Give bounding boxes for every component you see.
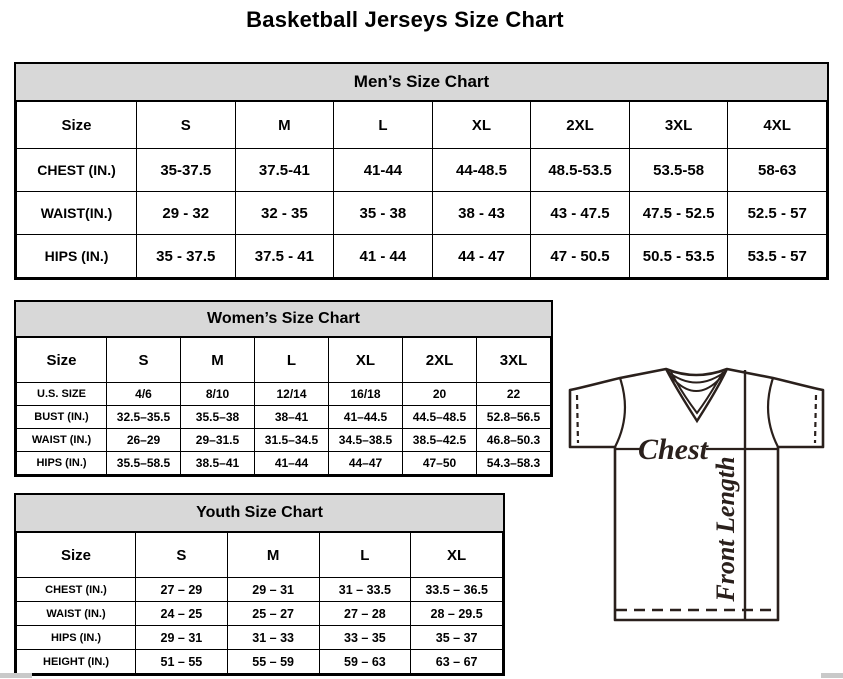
mens-table-title: Men’s Size Chart — [16, 64, 827, 101]
table-cell: 52.8–56.5 — [477, 406, 551, 429]
table-cell: 29–31.5 — [181, 429, 255, 452]
table-cell: 47.5 - 52.5 — [629, 192, 728, 235]
page-title: Basketball Jerseys Size Chart — [246, 7, 564, 32]
row-label: WAIST (IN.) — [17, 602, 136, 626]
table-cell: 41 - 44 — [334, 235, 433, 278]
table-cell: 28 – 29.5 — [411, 602, 503, 626]
table-cell: 44 - 47 — [432, 235, 531, 278]
column-header: 2XL — [403, 338, 477, 383]
table-row — [17, 383, 551, 406]
table-cell: 20 — [403, 383, 477, 406]
table-cell: 31.5–34.5 — [255, 429, 329, 452]
table-cell: 33.5 – 36.5 — [411, 578, 503, 602]
column-header: 2XL — [531, 102, 630, 149]
table-cell: 44-48.5 — [432, 149, 531, 192]
row-label: WAIST (IN.) — [17, 429, 107, 452]
table-cell: 46.8–50.3 — [477, 429, 551, 452]
column-header: L — [334, 102, 433, 149]
row-label: CHEST (IN.) — [17, 578, 136, 602]
table-row — [17, 235, 827, 278]
column-header: 4XL — [728, 102, 827, 149]
column-header: L — [319, 533, 411, 578]
table-cell: 35 - 37.5 — [137, 235, 236, 278]
table-cell: 63 – 67 — [411, 650, 503, 674]
jersey-measurement-diagram — [563, 362, 835, 624]
table-cell: 35.5–58.5 — [107, 452, 181, 475]
table-cell: 38 - 43 — [432, 192, 531, 235]
row-label: HIPS (IN.) — [17, 235, 137, 278]
table-row — [17, 578, 503, 602]
table-cell: 26–29 — [107, 429, 181, 452]
table-cell: 12/14 — [255, 383, 329, 406]
scrollbar-fragment-left[interactable] — [0, 673, 32, 678]
row-label: HIPS (IN.) — [17, 452, 107, 475]
womens-size-chart — [14, 300, 553, 477]
table-cell: 59 – 63 — [319, 650, 411, 674]
table-row — [17, 192, 827, 235]
column-header: XL — [411, 533, 503, 578]
table-cell: 38–41 — [255, 406, 329, 429]
column-header: Size — [17, 102, 137, 149]
youth-size-table — [16, 532, 503, 674]
column-header: Size — [17, 533, 136, 578]
table-cell: 44–47 — [329, 452, 403, 475]
mens-size-chart — [14, 62, 829, 280]
table-cell: 27 – 28 — [319, 602, 411, 626]
youth-size-chart — [14, 493, 505, 676]
table-cell: 35 – 37 — [411, 626, 503, 650]
table-row — [17, 602, 503, 626]
column-header: M — [181, 338, 255, 383]
table-cell: 22 — [477, 383, 551, 406]
header-row — [17, 338, 551, 383]
table-row — [17, 626, 503, 650]
row-label: BUST (IN.) — [17, 406, 107, 429]
jersey-outline-shape — [570, 369, 823, 620]
table-row — [17, 149, 827, 192]
table-cell: 34.5–38.5 — [329, 429, 403, 452]
table-cell: 8/10 — [181, 383, 255, 406]
row-label: HIPS (IN.) — [17, 626, 136, 650]
womens-table-title: Women’s Size Chart — [16, 302, 551, 337]
table-row — [17, 452, 551, 475]
table-cell: 31 – 33 — [227, 626, 319, 650]
table-cell: 29 – 31 — [227, 578, 319, 602]
column-header: S — [137, 102, 236, 149]
column-header: 3XL — [629, 102, 728, 149]
table-cell: 32.5–35.5 — [107, 406, 181, 429]
table-row — [17, 650, 503, 674]
table-cell: 25 – 27 — [227, 602, 319, 626]
table-cell: 58-63 — [728, 149, 827, 192]
table-cell: 37.5-41 — [235, 149, 334, 192]
table-cell: 53.5 - 57 — [728, 235, 827, 278]
row-label: U.S. SIZE — [17, 383, 107, 406]
table-cell: 53.5-58 — [629, 149, 728, 192]
row-label: CHEST (IN.) — [17, 149, 137, 192]
table-cell: 52.5 - 57 — [728, 192, 827, 235]
column-header: M — [235, 102, 334, 149]
table-cell: 16/18 — [329, 383, 403, 406]
column-header: 3XL — [477, 338, 551, 383]
table-cell: 41-44 — [334, 149, 433, 192]
row-label: HEIGHT (IN.) — [17, 650, 136, 674]
table-cell: 37.5 - 41 — [235, 235, 334, 278]
table-cell: 48.5-53.5 — [531, 149, 630, 192]
table-cell: 33 – 35 — [319, 626, 411, 650]
header-row — [17, 102, 827, 149]
chest-label: Chest — [637, 433, 709, 466]
table-cell: 47 - 50.5 — [531, 235, 630, 278]
table-cell: 35-37.5 — [137, 149, 236, 192]
table-row — [17, 406, 551, 429]
column-header: XL — [329, 338, 403, 383]
table-cell: 24 – 25 — [136, 602, 228, 626]
table-cell: 44.5–48.5 — [403, 406, 477, 429]
table-cell: 50.5 - 53.5 — [629, 235, 728, 278]
table-row — [17, 429, 551, 452]
column-header: Size — [17, 338, 107, 383]
column-header: M — [227, 533, 319, 578]
table-cell: 27 – 29 — [136, 578, 228, 602]
table-cell: 29 – 31 — [136, 626, 228, 650]
table-cell: 32 - 35 — [235, 192, 334, 235]
column-header: XL — [432, 102, 531, 149]
table-cell: 55 – 59 — [227, 650, 319, 674]
table-cell: 51 – 55 — [136, 650, 228, 674]
table-cell: 43 - 47.5 — [531, 192, 630, 235]
mens-size-table — [16, 101, 827, 278]
scrollbar-fragment-right[interactable] — [821, 673, 843, 678]
column-header: S — [107, 338, 181, 383]
table-cell: 38.5–42.5 — [403, 429, 477, 452]
front-length-label: Front Length — [711, 456, 740, 602]
table-cell: 35 - 38 — [334, 192, 433, 235]
youth-table-title: Youth Size Chart — [16, 495, 503, 532]
table-cell: 29 - 32 — [137, 192, 236, 235]
table-cell: 38.5–41 — [181, 452, 255, 475]
table-cell: 4/6 — [107, 383, 181, 406]
row-label: WAIST(IN.) — [17, 192, 137, 235]
header-row — [17, 533, 503, 578]
table-cell: 41–44 — [255, 452, 329, 475]
table-cell: 41–44.5 — [329, 406, 403, 429]
table-cell: 35.5–38 — [181, 406, 255, 429]
column-header: S — [136, 533, 228, 578]
table-cell: 54.3–58.3 — [477, 452, 551, 475]
womens-size-table — [16, 337, 551, 475]
column-header: L — [255, 338, 329, 383]
table-cell: 47–50 — [403, 452, 477, 475]
table-cell: 31 – 33.5 — [319, 578, 411, 602]
